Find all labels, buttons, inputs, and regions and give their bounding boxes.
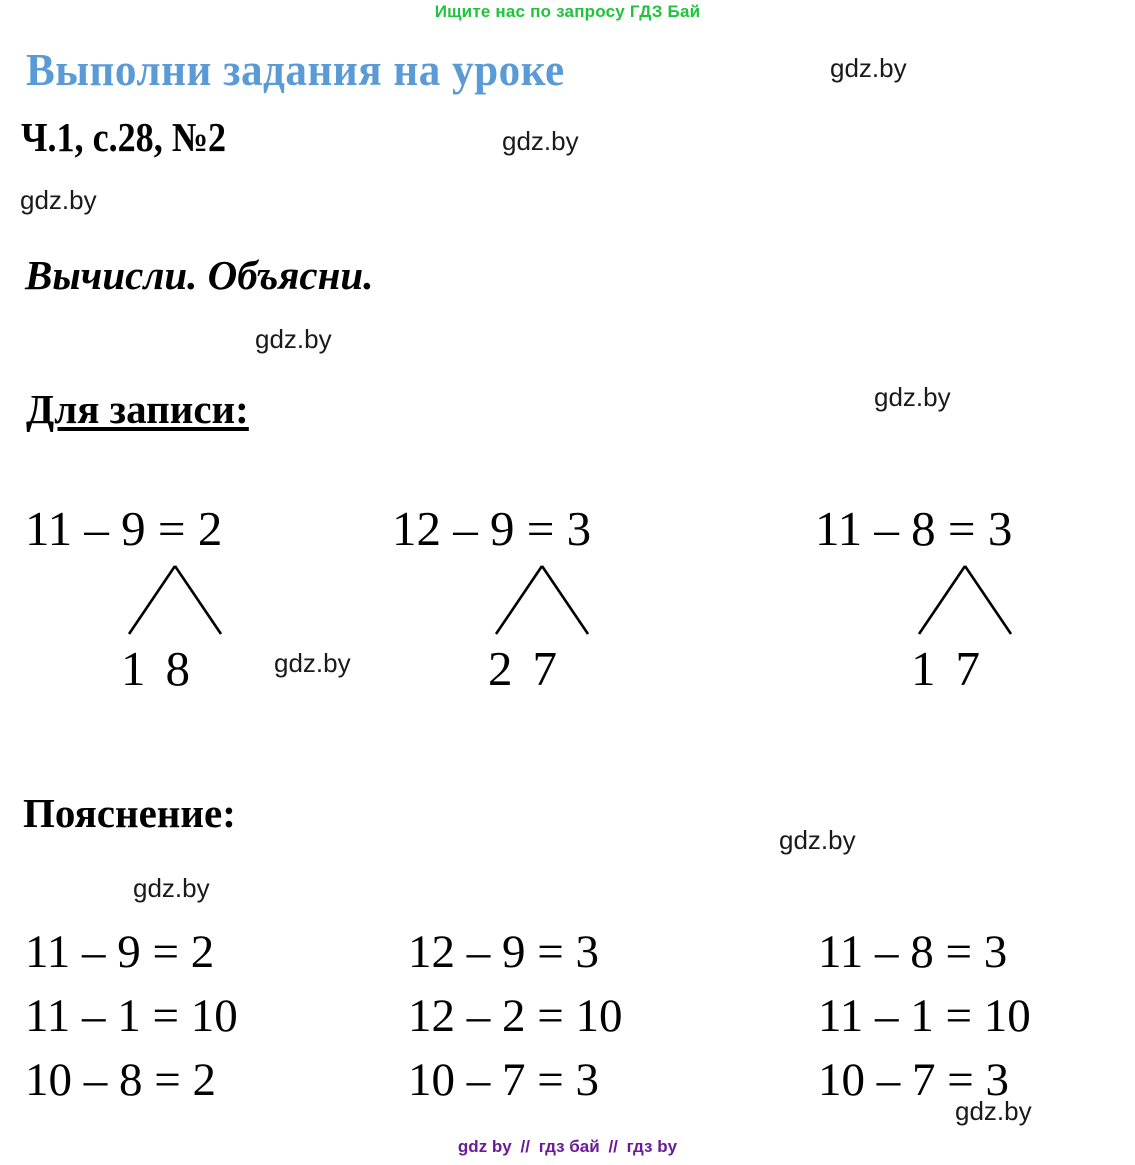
watermark: gdz.by xyxy=(274,648,351,678)
decomposition-part-left: 1 xyxy=(911,641,936,696)
explanation-equation: 11 – 9 = 2 xyxy=(25,926,215,978)
record-equation-group xyxy=(392,500,712,720)
decomposition-parts xyxy=(911,640,980,697)
decomposition-part-left: 1 xyxy=(121,641,146,696)
footer-links xyxy=(0,1137,1135,1157)
record-equation-group xyxy=(815,500,1135,720)
explanation-equation: 12 – 9 = 3 xyxy=(408,926,600,978)
record-equation: 12 – 9 = 3 xyxy=(392,501,592,556)
decomposition-part-right: 7 xyxy=(955,641,980,696)
decomposition-fork-icon xyxy=(913,562,1023,642)
explanation-equation: 10 – 7 = 3 xyxy=(408,1054,600,1106)
decomposition-part-right: 7 xyxy=(532,641,557,696)
explanation-column xyxy=(25,920,238,1112)
decomposition-part-left: 2 xyxy=(488,641,513,696)
watermark: gdz.by xyxy=(255,324,332,354)
footer-separator-1: // xyxy=(520,1137,530,1156)
explanation-column xyxy=(818,920,1031,1112)
record-equation: 11 – 8 = 3 xyxy=(815,501,1013,556)
decomposition-parts xyxy=(488,640,557,697)
explanation-equation: 10 – 7 = 3 xyxy=(818,1054,1010,1106)
explanation-equation: 11 – 1 = 10 xyxy=(25,990,238,1042)
watermark: gdz.by xyxy=(830,53,907,83)
footer-link-2[interactable]: гдз бай xyxy=(538,1137,600,1156)
section-heading-explanation: Пояснение: xyxy=(23,790,236,836)
explanation-equation: 10 – 8 = 2 xyxy=(25,1054,217,1106)
page-title: Выполни задания на уроке xyxy=(26,45,565,95)
decomposition-part-right: 8 xyxy=(165,641,190,696)
page-subtitle: Ч.1, с.28, №2 xyxy=(21,114,227,160)
decomposition-parts xyxy=(121,640,190,697)
record-area xyxy=(0,500,1135,730)
watermark: gdz.by xyxy=(874,382,951,412)
record-equation: 11 – 9 = 2 xyxy=(25,501,223,556)
watermark: gdz.by xyxy=(133,873,210,903)
watermark: gdz.by xyxy=(502,126,579,156)
record-equation-group xyxy=(25,500,345,720)
explanation-equation: 12 – 2 = 10 xyxy=(408,990,623,1042)
explanation-column xyxy=(408,920,623,1112)
footer-link-1[interactable]: gdz by xyxy=(457,1137,512,1156)
explanation-equation: 11 – 1 = 10 xyxy=(818,990,1031,1042)
decomposition-fork-icon xyxy=(490,562,600,642)
watermark: gdz.by xyxy=(779,825,856,855)
promo-banner: Ищите нас по запросу ГДЗ Бай xyxy=(434,2,701,21)
footer-separator-2: // xyxy=(608,1137,618,1156)
decomposition-fork-icon xyxy=(123,562,233,642)
explanation-equation: 11 – 8 = 3 xyxy=(818,926,1008,978)
watermark: gdz.by xyxy=(955,1096,1032,1126)
footer-link-3[interactable]: гдз by xyxy=(626,1137,678,1156)
watermark: gdz.by xyxy=(20,185,97,215)
section-heading-record: Для записи: xyxy=(26,386,249,432)
task-instruction: Вычисли. Объясни. xyxy=(25,252,374,298)
